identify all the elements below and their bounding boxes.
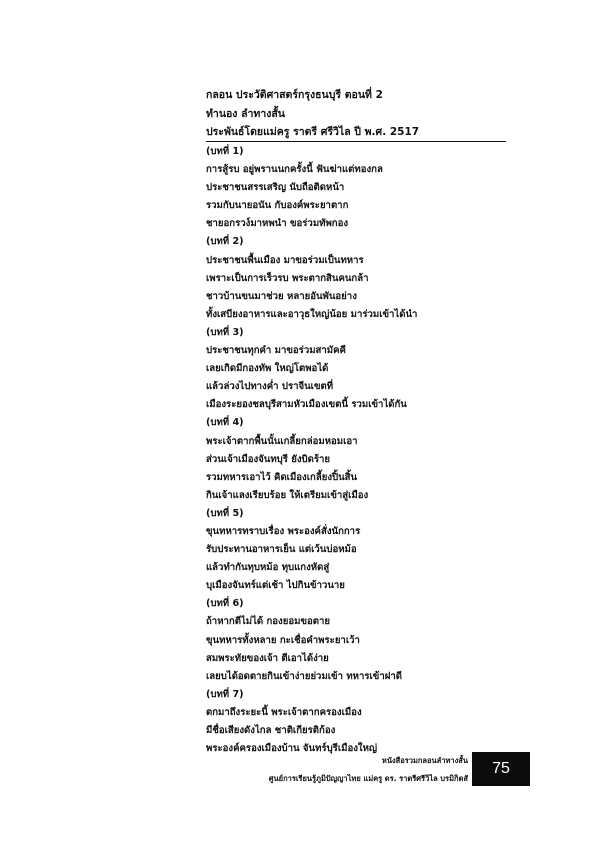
verse-line: กินเจ้าแลงเรียบร้อย ให้เตรียมเข้าสู่เมือง bbox=[206, 489, 369, 501]
verse-line: ประชาชนพื้นเมือง มาขอร่วมเป็นทหาร bbox=[206, 254, 364, 266]
verse-line: ชาวบ้านขนมาช่วย หลายอันพันอย่าง bbox=[206, 290, 357, 302]
verse-line: ชายอกรวง์มาหพนำ ขอร่วมทัพกอง bbox=[206, 218, 349, 230]
footer-institution: ศูนย์การเรียนรู้ภูมิปัญญาไทย แม่ครู ดร. ราตรีศรีวิไล บรมิกิตสั bbox=[268, 774, 468, 783]
verse-line: แล้วทำกันทุบหม้อ ทุบแกงหัดสู่ bbox=[206, 562, 330, 574]
verse-chapter-heading: (บทที่ 3) bbox=[206, 326, 244, 338]
footer-book-title: หนังสือรวมกลอนลำทางสั้น bbox=[381, 756, 468, 765]
verse-line: ตกมาถึงระยะนี้ พระเจ้าตากครองเมือง bbox=[206, 706, 362, 718]
verse-line: สมพระทัยของเจ้า ตีเอาได้ง่าย bbox=[206, 652, 329, 664]
verse-chapter-heading: (บทที่ 5) bbox=[206, 507, 244, 519]
verse-line: เพราะเป็นการเร็วรบ พระตากสินคนกล้า bbox=[206, 272, 369, 284]
verse-chapter-heading: (บทที่ 7) bbox=[206, 688, 244, 700]
page-number: 75 bbox=[492, 760, 510, 777]
poem-author: ประพันธ์โดยแม่ครู ราตรี ศรีวิไล ปี พ.ศ. 2517 bbox=[206, 124, 506, 142]
verse-line: ประชาชนสรรเสริญ นับถือติดหน้า bbox=[206, 182, 345, 194]
verse-line: เลยเกิดมีกองทัพ ใหญ่โตพอได้ bbox=[206, 363, 329, 375]
verse-line: ถ้าหากตีไม่ได้ กองยอมขอตาย bbox=[206, 616, 331, 628]
verse-chapter-heading: (บทที่ 1) bbox=[206, 146, 244, 157]
poem-title: กลอน ประวัติศาสตร์กรุงธนบุรี ตอนที่ 2 bbox=[206, 89, 383, 101]
verse-line: ส่วนเจ้าเมืองจันทบุรี ยังบิดร้าย bbox=[206, 453, 331, 465]
verse-line: บุเมืองจันทร์แต่เช้า ไปกินข้าวนาย bbox=[206, 580, 345, 592]
verse-line: มีชื่อเสียงดังไกล ชาติเกียรติก้อง bbox=[206, 725, 336, 736]
verse-line: เมืองระยองชลบุรีสามหัวเมืองเขตนี้ รวมเข้าได้กัน bbox=[206, 399, 407, 411]
verse-chapter-heading: (บทที่ 6) bbox=[206, 598, 244, 610]
page-footer bbox=[240, 754, 468, 787]
verse-line: พระเจ้าตากพื้นนั้นเกลี้ยกล่อมหอมเอา bbox=[206, 435, 358, 447]
verse-chapter-heading: (บทที่ 4) bbox=[206, 417, 244, 429]
verse-line: การสู้รบ อยู่พรานนกครั้งนี้ ฟันฆ่าแต่ทองกล bbox=[206, 164, 383, 176]
poem-body bbox=[206, 143, 526, 758]
verse-line: รวมกับนายอนัน กับองค์พระยาตาก bbox=[206, 200, 349, 212]
verse-line: รวมทหารเอาไว้ คิดเมืองเกลี้ยงปิ้นสิ้น bbox=[206, 471, 358, 483]
poem-melody: ทำนอง ลำทางสั้น bbox=[206, 108, 285, 120]
verse-line: พระองค์ครองเมืองบ้าน จันทร์บุรีเมืองใหญ่ bbox=[206, 743, 378, 755]
verse-line: ทั้งเสบียงอาหารและอาวุธใหญ่น้อย มาร่วมเข้าได้นำ bbox=[206, 308, 418, 320]
verse-line: เลยบได้อดตายกินเข้าง่ายย่วมเข้า ทหารเข้าฝาดี bbox=[206, 670, 402, 682]
poem-header bbox=[206, 86, 506, 142]
verse-line: ขุนทหารทราบเรื่อง พระองค์สั่งนักการ bbox=[206, 525, 361, 537]
verse-line: ประชาชนทุกคำ มาขอร่วมสามัคคี bbox=[206, 345, 346, 357]
verse-chapter-heading: (บทที่ 2) bbox=[206, 236, 244, 248]
verse-line: ขุนทหารทั้งหลาย กะเชื่อคำพระยาเว้า bbox=[206, 634, 360, 646]
page-number-box bbox=[472, 752, 530, 786]
verse-line: รับประทานอาหารเย็น แต่เว้นบ่อหม้อ bbox=[206, 544, 357, 556]
verse-line: แล้วล่วงไปทางค่ำ ปราจีนเขตที่ bbox=[206, 381, 334, 393]
